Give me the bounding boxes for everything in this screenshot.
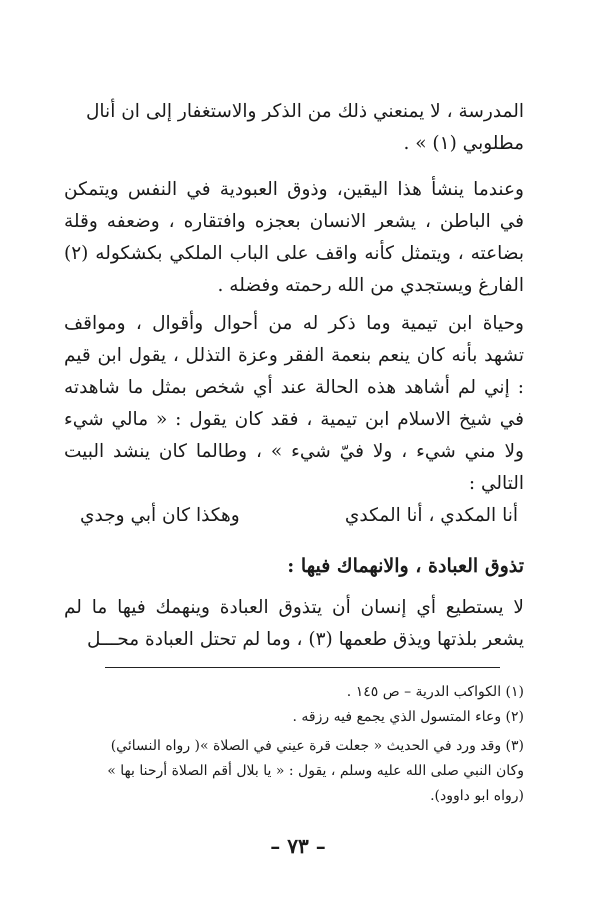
section-heading: تذوق العبادة ، والانهماك فيها : [287, 555, 524, 577]
page-number: – ٧٣ – [270, 834, 326, 858]
paragraph-4: لا يستطيع أي إنسان أن يتذوق العبادة وينهمك فيها ما لم يشعر بلذتها ويذق طعمها (٣) ، وما لم تحتل العبادة محـــل [64, 597, 524, 650]
paragraph-1-line-1: المدرسة ، لا يمنعني ذلك من الذكر والاستغفار إلى ان أنال [85, 101, 524, 122]
main-text [64, 96, 524, 656]
paragraph-2: وعندما ينشأ هذا اليقين، وذوق العبودية في النفس ويتمكن في الباطن ، يشعر الانسان بعجزه وافتقاره ، وضعفه وقلة بضاعته ، ويتمثل كأنه واقف على الباب الملكي بكشكوله (٢) الفارغ ويستجدي من الله رحمته وفضله . [64, 179, 524, 296]
footnote-3-line-1: (٣) وقد ورد في الحديث « جعلت قرة عيني في الصلاة »( رواه النسائي) [110, 738, 524, 754]
footnote-3-line-3: (رواه ابو داوود). [430, 788, 524, 804]
paragraph-3: وحياة ابن تيمية وما ذكر له من أحوال وأقوال ، ومواقف تشهد بأنه كان ينعم بنعمة الفقر وعزة التذلل ، يقول ابن قيم : إني لم أشاهد هذه الحالة عند أي شخص بمثل ما شاهدته في شيخ الاسلام ابن تيمية ، فقد كان يقول : « مالي شيء ولا مني شيء ، ولا فيّ شيء » ، وطالما كان ينشد البيت التالي : [64, 313, 524, 494]
footnote-1: (١) الكواكب الدرية – ص ١٤٥ . [346, 684, 524, 700]
footnote-2: (٢) وعاء المتسول الذي يجمع فيه رزقه . [292, 709, 524, 725]
paragraph-1-line-2: مطلوبي (١) » . [403, 133, 524, 154]
verse-second-hemistich: وهكذا كان أبي وجدي [80, 505, 240, 526]
footnote-divider [105, 667, 500, 668]
poetry-verse [64, 500, 524, 532]
footnotes [64, 680, 524, 809]
footnote-3-line-2: وكان النبي صلى الله عليه وسلم ، يقول : « يا بلال أقم الصلاة أرحنا بها » [107, 763, 524, 779]
verse-first-hemistich: أنا المكدي ، أنا المكدي [344, 505, 518, 526]
